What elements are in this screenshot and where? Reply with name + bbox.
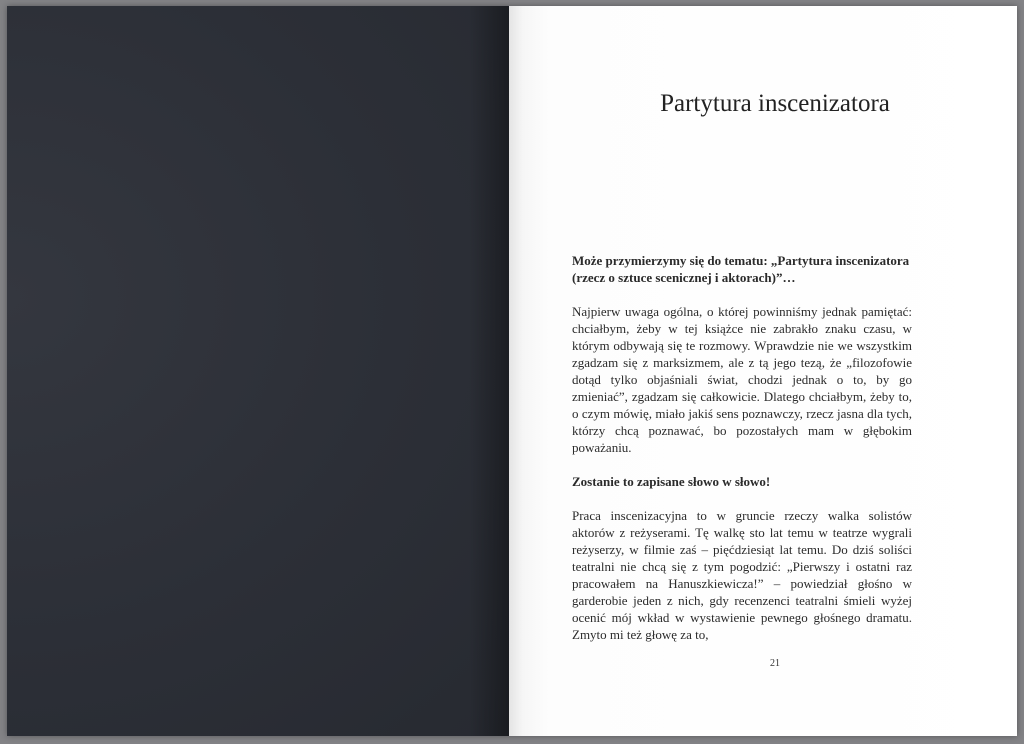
interview-text	[572, 252, 912, 660]
left-page-blank	[7, 6, 509, 736]
chapter-title: Partytura inscenizatora	[660, 90, 890, 117]
page-number: 21	[770, 658, 780, 669]
answer-paragraph: Praca inscenizacyjna to w gruncie rzeczy walka solistów aktorów z reżyserami. Tę walkę sto lat temu w teatrze wygrali reżyserzy, w filmie zaś – pięćdziesiąt lat temu. Do dziś soliści teatralni nie chcą się z tym pogodzić: „Pierwszy i ostatni raz pracowałem na Hanuszkiewicza!” – powiedział głośno w garderobie jeden z nich, gdy recenzenci teatralni śmieli wyżej ocenić mój wkład w wystawienie pewnego głośnego dramatu. Zmyto mi też głowę za to,	[572, 508, 912, 642]
answer-paragraph: Najpierw uwaga ogólna, o której powinniśmy jednak pamiętać: chciałbym, żeby w tej książce nie zabrakło znaku czasu, w którym odbywają się te rozmowy. Wprawdzie nie we wszystkim zgadzam się z marksizmem, ale z tą jego tezą, że „filozofowie dotąd tylko objaśniali świat, chodzi jednak o to, by go zmieniać”, zgadzam się całkowicie. Dlatego chciałbym, żeby to, o czym mówię, miało jakiś sens poznawczy, rzecz jasna dla tych, którzy chcą poznawać, bo pozostałych mam w głębokim poważaniu.	[572, 304, 912, 455]
book-spread	[7, 6, 1017, 736]
right-page	[509, 6, 1017, 736]
question-paragraph: Zostanie to zapisane słowo w słowo!	[572, 474, 771, 489]
question-paragraph: Może przymierzymy się do tematu: „Partytura inscenizatora (rzecz o sztuce scenicznej i aktorach)”…	[572, 253, 910, 285]
